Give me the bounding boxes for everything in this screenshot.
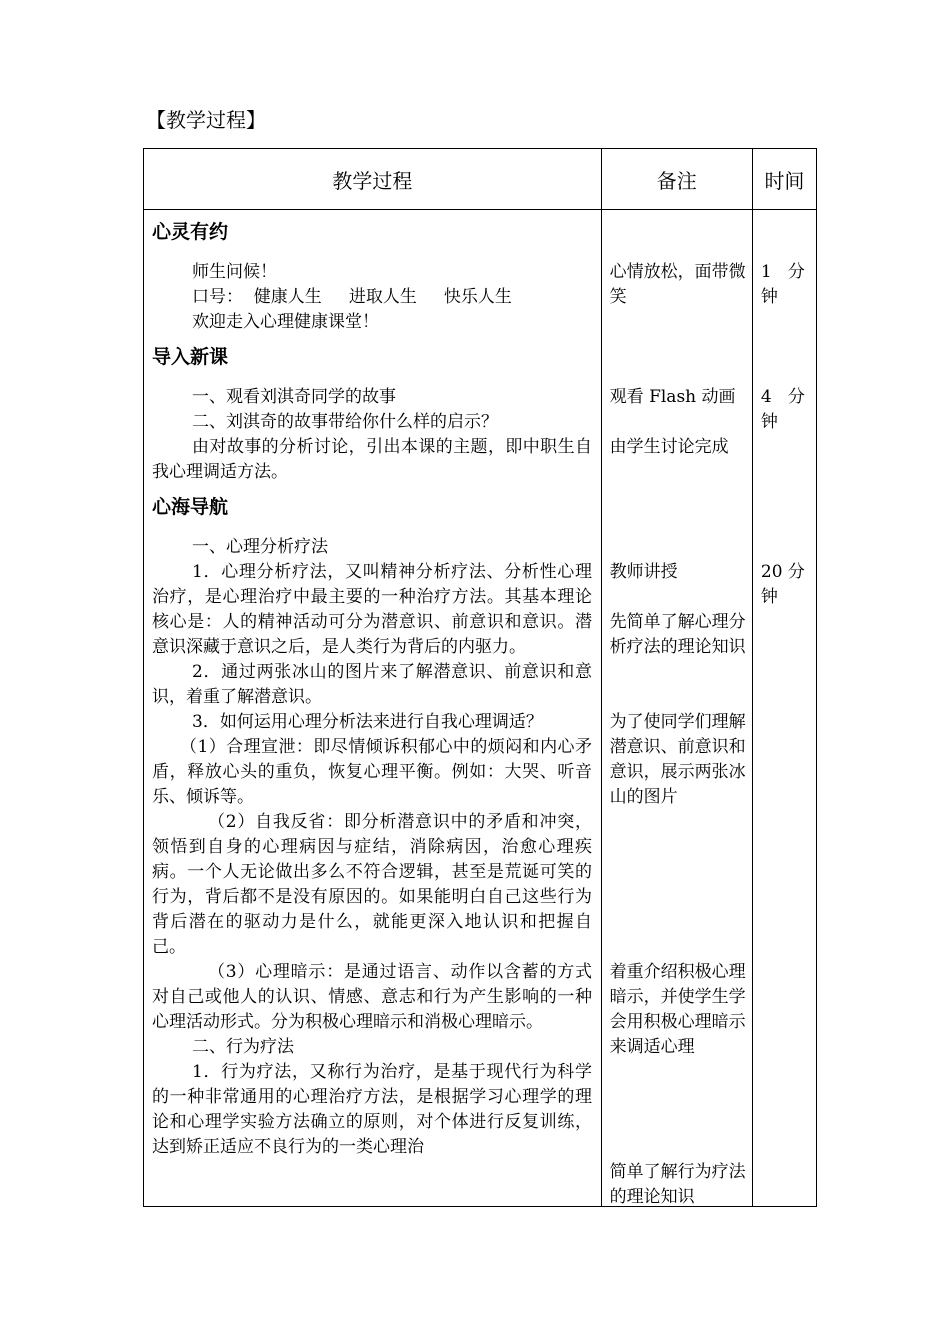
note-text: 观看 Flash 动画 [609, 387, 736, 407]
section-title: 心海导航 [152, 496, 229, 518]
note-text: 着重介绍积极心理暗示，并使学生学会用积极心理暗示来调适心理 [609, 962, 746, 1057]
text-line: （3）心理暗示：是通过语言、动作以含蓄的方式对自己或他人的认识、情感、意志和行为产生影响的一种心理活动形式。分为积极心理暗示和消极心理暗示。 [152, 962, 592, 1032]
table-header-row [144, 149, 817, 210]
table-body-row [144, 210, 817, 1207]
note-text: 为了使同学们理解潜意识、前意识和意识，展示两张冰山的图片 [609, 712, 746, 807]
text-line: 一、心理分析疗法 [192, 537, 328, 557]
time-text: 1 分钟 [760, 262, 805, 307]
section-title: 心灵有约 [152, 221, 229, 243]
header-notes: 备注 [601, 149, 752, 210]
process-cell [144, 210, 602, 1207]
text-line: 一、观看刘淇奇同学的故事 [192, 387, 396, 407]
time-cell [752, 210, 816, 1207]
text-line: 二、行为疗法 [192, 1037, 294, 1057]
header-process: 教学过程 [144, 149, 602, 210]
text-line: 1．行为疗法，又称行为治疗，是基于现代行为科学的一种非常通用的心理治疗方法，是根据学习心理学的理论和心理学实验方法确立的原则，对个体进行反复训练，达到矫正适应不良行为的一类心理治 [152, 1062, 592, 1157]
note-text: 简单了解行为疗法的理论知识 [609, 1162, 746, 1207]
text-line: 2．通过两张冰山的图片来了解潜意识、前意识和意识，着重了解潜意识。 [152, 662, 592, 707]
text-line: 由对故事的分析讨论，引出本课的主题，即中职生自我心理调适方法。 [152, 437, 592, 482]
notes-cell [601, 210, 752, 1207]
section-body [152, 535, 592, 1160]
note-text: 由学生讨论完成 [609, 437, 729, 457]
header-time: 时间 [752, 149, 816, 210]
section-body [152, 260, 592, 335]
section-title: 导入新课 [152, 346, 229, 368]
time-text: 4 分钟 [760, 387, 805, 432]
text-line: 二、刘淇奇的故事带给你什么样的启示？ [192, 412, 498, 432]
text-line: 口号： 健康人生 进取人生 快乐人生 [192, 287, 512, 307]
text-line: 1．心理分析疗法，又叫精神分析疗法、分析性心理治疗，是心理治疗中最主要的一种治疗方法。其基本理论核心是：人的精神活动可分为潜意识、前意识和意识。潜意识深藏于意识之后，是人类行为背后的内驱力。 [152, 562, 592, 657]
note-text: 心情放松，面带微笑 [609, 262, 746, 307]
note-text: 教师讲授 [609, 562, 678, 582]
note-text: 先简单了解心理分析疗法的理论知识 [609, 612, 746, 657]
lesson-process-table [143, 148, 817, 1207]
time-text: 20 分钟 [760, 562, 805, 607]
page-heading: 【教学过程】 [146, 108, 266, 132]
text-line: 师生问候！ [192, 262, 277, 282]
text-line: （1）合理宣泄：即尽情倾诉积郁心中的烦闷和内心矛盾，释放心头的重负，恢复心理平衡。例如：大哭、听音乐、倾诉等。 [152, 737, 592, 807]
section-body [152, 385, 592, 485]
text-line: 欢迎走入心理健康课堂！ [192, 312, 379, 332]
text-line: （2）自我反省：即分析潜意识中的矛盾和冲突，领悟到自身的心理病因与症结，消除病因，治愈心理疾病。一个人无论做出多么不符合逻辑，甚至是荒诞可笑的行为，背后都不是没有原因的。如果能明白自己这些行为背后潜在的驱动力是什么，就能更深入地认识和把握自己。 [152, 812, 592, 957]
text-line: 3．如何运用心理分析法来进行自我心理调适？ [192, 712, 543, 732]
